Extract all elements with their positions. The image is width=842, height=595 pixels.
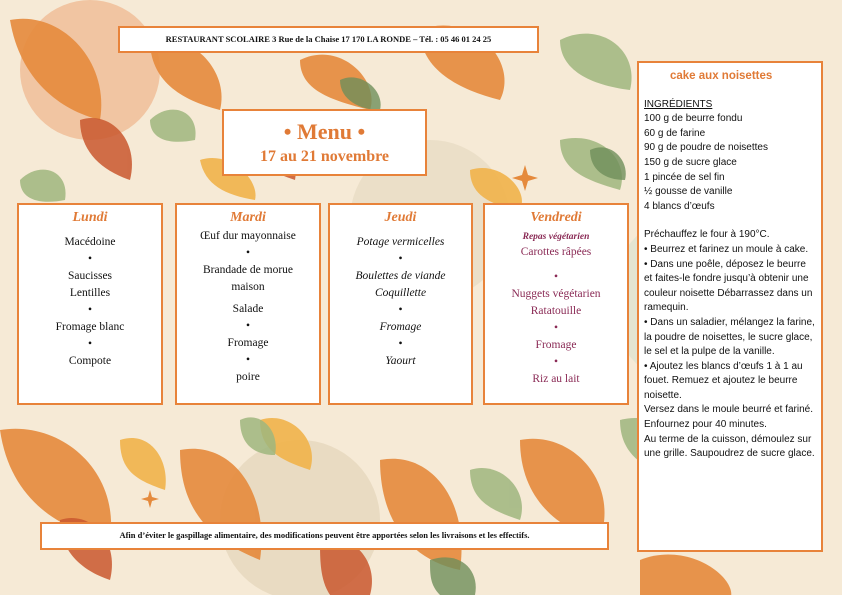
menu-item: Nuggets végétarien [511, 288, 601, 300]
menu-item: maison [231, 281, 265, 293]
recipe-step: Préchauffez le four à 190°C. [644, 229, 770, 241]
ingredient-item: 4 blancs d’œufs [644, 200, 715, 212]
waste-notice [40, 522, 609, 550]
day-card-vendredi [483, 203, 629, 405]
ingredients-heading: INGRÉDIENTS [644, 98, 713, 110]
menu-item: Fromage [379, 321, 422, 333]
recipe-box [637, 61, 823, 552]
day-card-mardi [175, 203, 321, 405]
recipe-step: • Ajoutez les blancs d’œufs 1 à 1 au fouet. Remuez et ajoutez le beurre noisette. [644, 360, 803, 401]
recipe-step: Versez dans le moule beurré et fariné. [644, 404, 813, 416]
menu-item [485, 261, 627, 269]
separator-dot: • [398, 253, 403, 265]
separator-dot: • [553, 322, 559, 334]
menu-item: Carottes râpées [520, 246, 592, 258]
separator-dot: • [398, 338, 403, 350]
menu-item: Fromage [227, 337, 269, 349]
ingredient-item: 60 g de farine [644, 127, 706, 139]
recipe-step: Au terme de la cuisson, démoulez sur une grille. Saupoudrez de sucre glace. [644, 433, 815, 460]
recipe-title: cake aux noisettes [670, 70, 773, 82]
menu-item: Lentilles [69, 287, 111, 299]
menu-item: Saucisses [67, 270, 113, 282]
menu-title: • Menu • [283, 119, 366, 144]
day-name: Jeudi [384, 210, 417, 225]
menu-item: Riz au lait [532, 373, 580, 385]
menu-title-box [222, 109, 427, 176]
menu-item: Yaourt [385, 355, 416, 367]
menu-item: Boulettes de viande [355, 270, 446, 282]
vegetarian-note: Repas végétarien [522, 232, 590, 242]
day-name: Lundi [72, 210, 108, 225]
separator-dot: • [245, 320, 251, 332]
menu-item: Compote [68, 355, 112, 367]
restaurant-header [118, 26, 539, 53]
menu-item: Œuf dur mayonnaise [200, 230, 296, 242]
menu-item: Salade [232, 303, 264, 315]
separator-dot: • [398, 304, 403, 316]
ingredient-item: 100 g de beurre fondu [644, 113, 743, 125]
recipe-step: • Dans un saladier, mélangez la farine, la poudre de noisettes, le sucre glace, le sel et la pulpe de la vanille. [644, 316, 815, 358]
separator-dot: • [245, 247, 251, 259]
separator-dot: • [245, 354, 251, 366]
recipe-step: • Dans une poêle, déposez le beurre et faites-le fondre jusqu’à obtenir une couleur noisette Débarrassez dans un ramequin. [644, 258, 813, 314]
ingredient-item: 150 g de sucre glace [644, 156, 737, 168]
separator-dot: • [87, 304, 93, 316]
menu-item: Fromage blanc [55, 321, 125, 333]
menu-item: Potage vermicelles [356, 236, 445, 248]
day-name: Mardi [230, 210, 266, 225]
ingredient-item: 90 g de poudre de noisettes [644, 142, 768, 154]
separator-dot: • [553, 271, 559, 283]
ingredient-item: ½ gousse de vanille [644, 186, 733, 198]
waste-notice-text: Afin d’éviter le gaspillage alimentaire, des modifications peuvent être apportées selon les livraisons et les effectifs. [119, 530, 530, 540]
recipe-step: Enfournez pour 40 minutes. [644, 419, 767, 431]
menu-item: Macédoine [64, 236, 116, 248]
menu-item: poire [236, 371, 260, 383]
menu-item: Ratatouille [530, 305, 582, 317]
day-name: Vendredi [530, 210, 582, 225]
menu-item: Fromage [535, 339, 577, 351]
menu-item: Brandade de morue [202, 264, 294, 276]
recipe-step: • Beurrez et farinez un moule à cake. [644, 243, 809, 255]
separator-dot: • [87, 338, 93, 350]
separator-dot: • [87, 253, 93, 265]
menu-item: Coquillette [374, 287, 427, 299]
day-card-lundi [17, 203, 163, 405]
ingredient-item: 1 pincée de sel fin [644, 171, 725, 183]
separator-dot: • [553, 356, 559, 368]
restaurant-address: RESTAURANT SCOLAIRE 3 Rue de la Chaise 17 170 LA RONDE – Tél. : 05 46 01 24 25 [165, 34, 492, 44]
menu-dates: 17 au 21 novembre [259, 148, 390, 165]
day-card-jeudi [328, 203, 473, 405]
